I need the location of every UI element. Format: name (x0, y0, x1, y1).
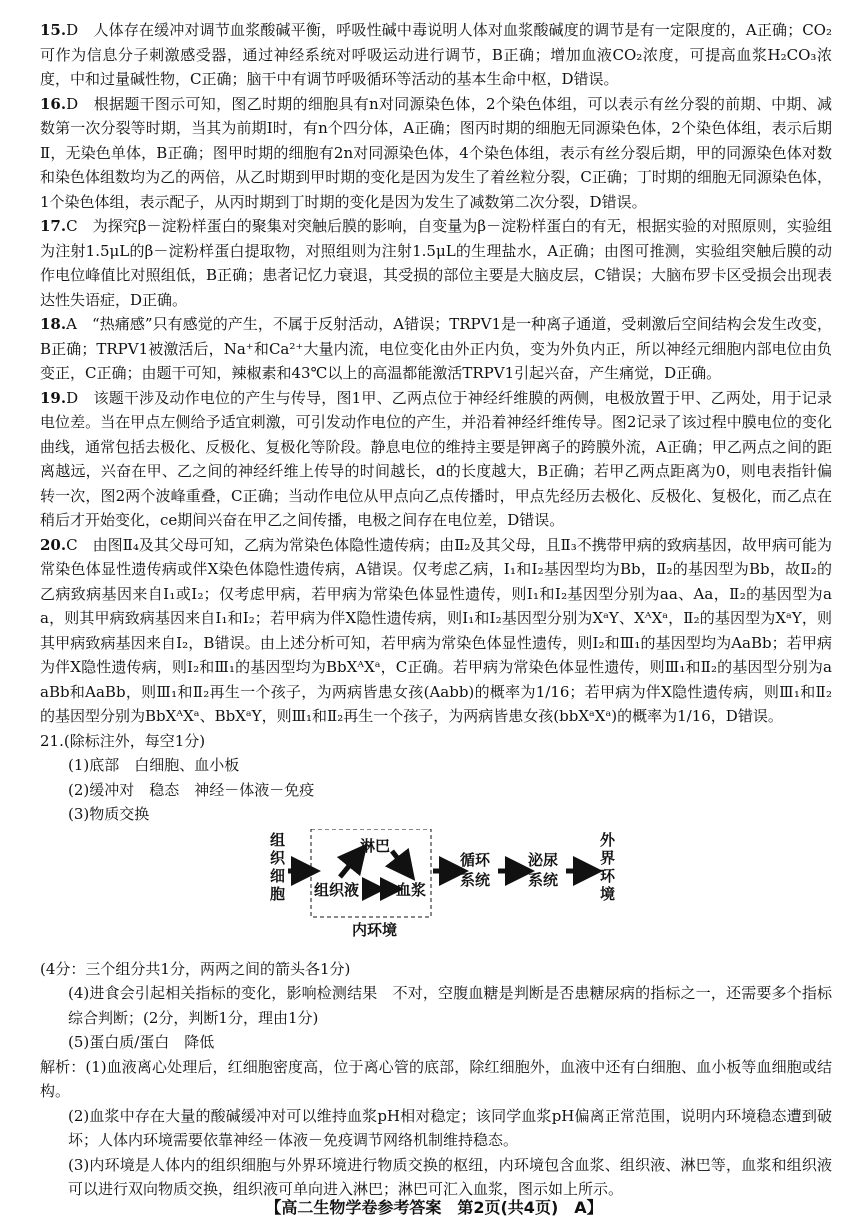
tissue-cell-label-3: 细 (270, 866, 286, 885)
page-footer: 【高二生物学卷参考答案 第2页(共4页) A】 (265, 1198, 603, 1217)
urinary-label-2: 系统 (528, 870, 559, 889)
answer-number: 19. (40, 388, 67, 407)
answer-text: D 该题干涉及动作电位的产生与传导，图1甲、乙两点位于神经纤维膜的两侧，电极放置于甲、乙两处，用于记录电位差。当在甲点左侧给予适宜刺激，可引发动作电位的产生，并沿着神经纤维传导。图2记录了该过程中膜电位的变化曲线，通常包括去极化、反极化、复极化等阶段。静息电位的维持主要是钾离子的跨膜外流，A正确；甲乙两点之间的距离越远，兴奋在甲、乙之间的神经纤维上传导的时间越长，d的长度越大，B正确；若甲乙两点距离为0，则电表指针偏转一次，图2两个波峰重叠，C正确；当动作电位从甲点向乙点传播时，甲点先经历去极化、反极化、复极化，而乙点在稍后才开始变化，ce期间兴奋在甲乙之间传播，电极之间存在电位差，D错误。 (40, 388, 832, 529)
arrow-lymph-to-plasma (392, 851, 406, 869)
answer-number: 15. (40, 21, 67, 39)
q21-answer-3-note: (4分：三个组分共1分，两两之间的箭头各1分) (40, 959, 351, 978)
answer-number: 17. (40, 217, 67, 235)
arrow-fluid-to-lymph (340, 855, 358, 877)
answer-text: D 人体存在缓冲对调节血浆酸碱平衡，呼吸性碱中毒说明人体对血浆酸碱度的调节是有一定限度的，A正确；CO₂可作为信息分子刺激感受器，通过神经系统对呼吸运动进行调节，B正确；增加血液CO₂浓度，可提高血浆H₂CO₃浓度，中和过量碱性物，C正确；脑干中有调节呼吸循环等活动的基本生命中枢，D错误。 (40, 21, 832, 88)
internal-env-label: 内环境 (352, 920, 398, 939)
circulatory-label-2: 系统 (460, 870, 491, 889)
q21-analysis-2: (2)血浆中存在大量的酸碱缓冲对可以维持血浆pH相对稳定；该同学血浆pH偏离正常范围，说明内环境稳态遭到破坏；人体内环境需要依靠神经－体液－免疫调节网络机制维持稳态。 (68, 1106, 832, 1149)
urinary-label-1: 泌尿 (528, 850, 559, 869)
external-env-label-1: 外 (600, 830, 616, 849)
external-env-label-3: 环 (600, 866, 616, 885)
plasma-label: 血浆 (396, 880, 427, 899)
answer-text: C 由图Ⅱ₄及其父母可知，乙病为常染色体隐性遗传病；由Ⅱ₂及其父母，且Ⅱ₃不携带甲病的致病基因，故甲病可能为常染色体显性遗传病或伴X染色体隐性遗传病，A错误。仅考虑乙病，Ⅰ₁和Ⅰ₂基因型均为Bb，Ⅱ₂的基因型为Bb，故Ⅱ₂的乙病致病基因来自Ⅰ₁或Ⅰ₂；仅考虑甲病，若甲病为常染色体显性遗传，则Ⅰ₁和Ⅰ₂基因型分别为aa、Aa，Ⅱ₂的基因型为aa，则其甲病致病基因来自Ⅰ₁和Ⅰ₂；若甲病为伴X隐性遗传病，则Ⅰ₁和Ⅰ₂基因型分别为XᵃY、XᴬXᵃ，Ⅱ₂的基因型为XᵃY，则其甲病致病基因来自Ⅰ₂，B错误。由上述分析可知，若甲病为常染色体显性遗传，则Ⅰ₂和Ⅲ₁的基因型均为AaBb；若甲病为伴X隐性遗传病，则Ⅰ₂和Ⅲ₁的基因型均为BbXᴬXᵃ，C正确。若甲病为常染色体显性遗传，则Ⅲ₁和Ⅱ₂的基因型分别为aaBb和AaBb，则Ⅲ₁和Ⅱ₂再生一个孩子，为两病皆患女孩(Aabb)的概率为1/16；若甲病为伴X隐性遗传病，则Ⅲ₁和Ⅱ₂的基因型分别为BbXᴬXᵃ、BbXᵃY，则Ⅲ₁和Ⅱ₂再生一个孩子，为两病皆患女孩(bbXᵃXᵃ)的概率为1/16，D错误。 (40, 535, 832, 725)
external-env-label-4: 境 (600, 884, 616, 903)
internal-environment-diagram (40, 829, 832, 957)
lymph-label: 淋巴 (360, 836, 391, 855)
q21-answer-2: (2)缓冲对 稳态 神经－体液－免疫 (68, 780, 315, 799)
q21-answer-5: (5)蛋白质/蛋白 降低 (68, 1033, 215, 1051)
tissue-cell-label-1: 组 (270, 830, 286, 849)
answer-content (40, 18, 832, 1202)
tissue-cell-label-2: 织 (270, 848, 286, 867)
q21-header: 21.(除标注外，每空1分) (40, 731, 206, 750)
answer-text: C 为探究β－淀粉样蛋白的聚集对突触后膜的影响，自变量为β－淀粉样蛋白的有无，根据实验的对照原则，实验组为注射1.5μL的β－淀粉样蛋白提取物，对照组则为注射1.5μL的生理盐水，A正确；由图可推测，实验组突触后膜的动作电位峰值比对照组低，B正确；患者记忆力衰退，其受损的部位主要是大脑皮层，C错误；大脑布罗卡区受损会出现表达性失语症，D正确。 (40, 217, 832, 309)
answer-20 (40, 533, 832, 729)
tissue-cell-label-4: 胞 (270, 884, 286, 903)
answer-number: 18. (40, 315, 67, 333)
q21-analysis-1: 解析：(1)血液离心处理后，红细胞密度高，位于离心管的底部，除红细胞外，血液中还有白细胞、血小板等血细胞或结构。 (40, 1057, 832, 1100)
answer-text: D 根据题干图示可知，图乙时期的细胞具有n对同源染色体，2个染色体组，可以表示有丝分裂的前期、中期、减数第一次分裂等时期，当其为前期Ⅰ时，有n个四分体，A正确；图丙时期的细胞无同源染色体，2个染色体组，表示后期Ⅱ，无染色单体，B正确；图甲时期的细胞有2n对同源染色体，4个染色体组，表示有丝分裂后期，甲的同源染色体对数和染色体组数均为乙的两倍，从乙时期到甲时期的变化是因为发生了着丝粒分裂，C正确；丁时期的细胞无同源染色体，1个染色体组，表示配子，从丙时期到丁时期的变化是因为发生了减数第二次分裂，D错误。 (40, 94, 832, 211)
q21-answer-1: (1)底部 白细胞、血小板 (68, 756, 240, 774)
tissue-fluid-label: 组织液 (314, 880, 360, 899)
q21-analysis-3: (3)内环境是人体内的组织细胞与外界环境进行物质交换的枢纽，内环境包含血浆、组织液、淋巴等，血浆和组织液可以进行双向物质交换，组织液可单向进入淋巴；淋巴可汇入血浆，图示如上所示。 (68, 1155, 832, 1198)
q21-answer-3: (3)物质交换 (68, 805, 150, 823)
answer-17 (40, 214, 832, 312)
answer-15 (40, 18, 832, 92)
answer-text: A “热痛感”只有感觉的产生，不属于反射活动，A错误；TRPV1是一种离子通道，受刺激后空间结构会发生改变，B正确；TRPV1被激活后，Na⁺和Ca²⁺大量内流，电位变化由外正内负，变为外负内正，所以神经元细胞内部电位由负变正，C正确；由题干可知，辣椒素和43℃以上的高温都能激活TRPV1引起兴奋，产生痛觉，D正确。 (40, 315, 832, 382)
answer-18 (40, 312, 832, 386)
circulatory-label-1: 循环 (460, 850, 491, 869)
diagram-svg (40, 829, 832, 957)
answer-number: 20. (40, 535, 67, 554)
answer-16 (40, 92, 832, 215)
q21-answer-4: (4)进食会引起相关指标的变化，影响检测结果 不对，空腹血糖是判断是否患糖尿病的指标之一，还需要多个指标综合判断；(2分，判断1分，理由1分) (68, 984, 832, 1027)
answer-number: 16. (40, 94, 67, 113)
answer-19 (40, 386, 832, 533)
external-env-label-2: 界 (600, 848, 616, 867)
